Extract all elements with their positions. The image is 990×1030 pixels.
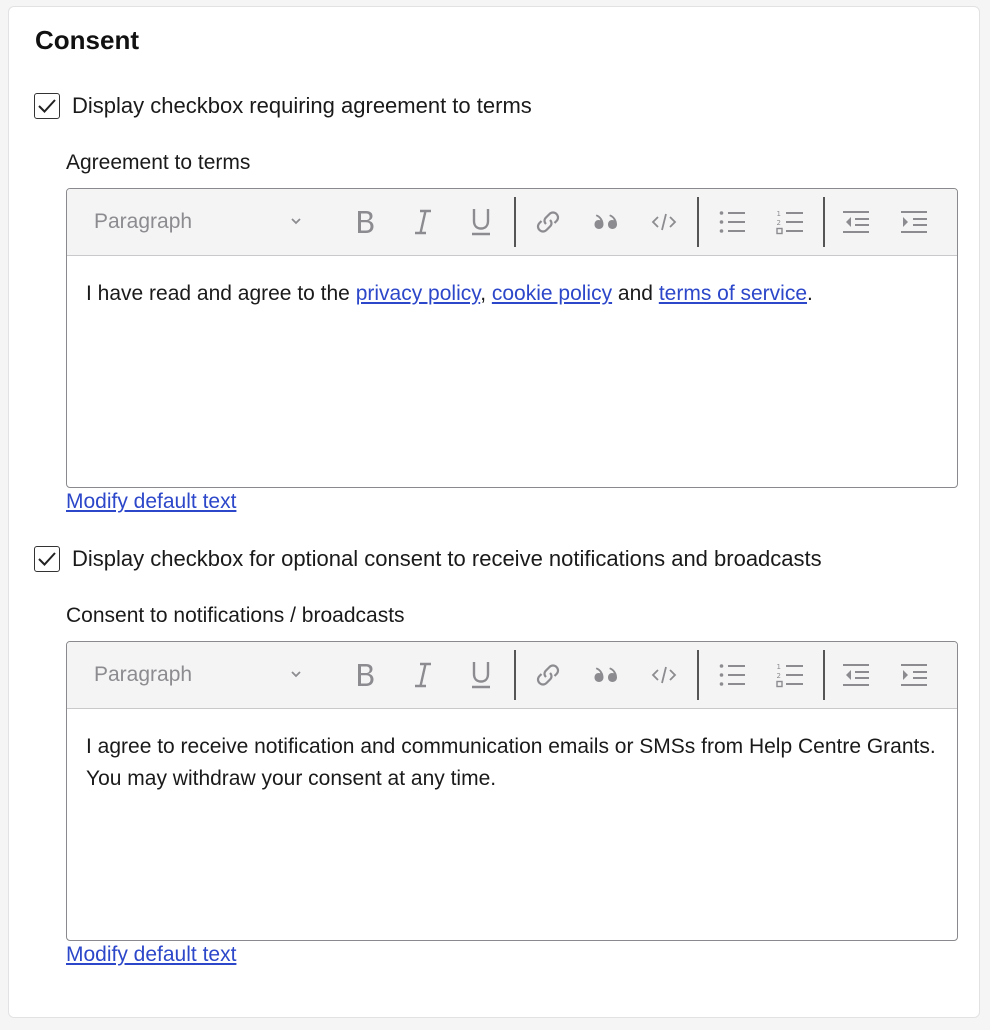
outdent-button[interactable] xyxy=(835,201,877,243)
underline-icon xyxy=(469,660,493,690)
italic-button[interactable] xyxy=(402,201,444,243)
consent-card xyxy=(8,6,980,1018)
terms-text-prefix: I have read and agree to the xyxy=(86,282,356,305)
indent-icon xyxy=(900,209,928,235)
chevron-down-icon xyxy=(289,214,303,228)
notifications-editor-toolbar xyxy=(67,642,957,709)
numbered-list-icon xyxy=(776,662,804,688)
section-title: Consent xyxy=(35,25,139,55)
outdent-icon xyxy=(842,209,870,235)
terms-text-sep: , xyxy=(480,282,492,305)
outdent-icon xyxy=(842,662,870,688)
numbered-list-button[interactable] xyxy=(769,201,811,243)
blockquote-icon xyxy=(592,663,620,687)
terms-editor-toolbar xyxy=(67,189,957,256)
cookie-policy-link[interactable]: cookie policy xyxy=(491,282,613,305)
paragraph-format-select[interactable] xyxy=(79,202,309,242)
underline-icon xyxy=(469,207,493,237)
terms-checkbox-label: Display checkbox requiring agreement to terms xyxy=(72,93,532,118)
bulleted-list-icon xyxy=(718,209,746,235)
bulleted-list-button[interactable] xyxy=(711,654,753,696)
notifications-modify-default-text-link[interactable]: Modify default text xyxy=(66,943,237,966)
terms-editor[interactable] xyxy=(66,188,958,488)
indent-icon xyxy=(900,662,928,688)
toolbar-separator xyxy=(697,650,699,700)
code-button[interactable] xyxy=(643,654,685,696)
numbered-list-button[interactable] xyxy=(769,654,811,696)
bulleted-list-icon xyxy=(718,662,746,688)
toolbar-separator xyxy=(697,197,699,247)
bold-button[interactable] xyxy=(344,654,386,696)
bold-icon xyxy=(352,661,378,689)
notifications-field-label: Consent to notifications / broadcasts xyxy=(66,604,405,627)
link-icon xyxy=(534,208,562,236)
terms-of-service-link[interactable]: terms of service xyxy=(658,282,808,305)
bold-button[interactable] xyxy=(344,201,386,243)
link-button[interactable] xyxy=(527,201,569,243)
terms-checkbox-row[interactable] xyxy=(34,93,532,119)
code-button[interactable] xyxy=(643,201,685,243)
checkmark-icon xyxy=(37,551,57,567)
svg-text:2: 2 xyxy=(776,219,781,227)
indent-button[interactable] xyxy=(893,654,935,696)
blockquote-button[interactable] xyxy=(585,201,627,243)
toolbar-separator xyxy=(823,650,825,700)
paragraph-format-label: Paragraph xyxy=(94,663,193,686)
outdent-button[interactable] xyxy=(835,654,877,696)
svg-text:1: 1 xyxy=(776,210,781,218)
svg-text:2: 2 xyxy=(776,672,781,680)
toolbar-separator xyxy=(514,650,516,700)
privacy-policy-link[interactable]: privacy policy xyxy=(355,282,481,305)
toolbar-separator xyxy=(514,197,516,247)
toolbar-separator xyxy=(823,197,825,247)
paragraph-format-select[interactable] xyxy=(79,655,309,695)
notifications-editor-content[interactable]: I agree to receive notification and communication emails or SMSs from Help Centre Grants. You may withdraw your consent at any time. xyxy=(86,735,936,790)
chevron-down-icon xyxy=(289,667,303,681)
checkmark-icon xyxy=(37,98,57,114)
code-icon xyxy=(650,210,678,234)
notifications-checkbox-label: Display checkbox for optional consent to receive notifications and broadcasts xyxy=(72,546,822,571)
notifications-checkbox[interactable] xyxy=(34,546,60,572)
svg-text:1: 1 xyxy=(776,663,781,671)
link-button[interactable] xyxy=(527,654,569,696)
terms-modify-default-text-link[interactable]: Modify default text xyxy=(66,490,237,513)
bold-icon xyxy=(352,208,378,236)
notifications-checkbox-row[interactable] xyxy=(34,546,822,572)
link-icon xyxy=(534,661,562,689)
terms-field-label: Agreement to terms xyxy=(66,151,251,174)
terms-text-sep: and xyxy=(612,282,659,305)
underline-button[interactable] xyxy=(460,654,502,696)
italic-button[interactable] xyxy=(402,654,444,696)
indent-button[interactable] xyxy=(893,201,935,243)
notifications-editor[interactable] xyxy=(66,641,958,941)
terms-text-suffix: . xyxy=(807,282,813,305)
blockquote-icon xyxy=(592,210,620,234)
underline-button[interactable] xyxy=(460,201,502,243)
code-icon xyxy=(650,663,678,687)
terms-checkbox[interactable] xyxy=(34,93,60,119)
terms-editor-content[interactable] xyxy=(67,256,957,310)
italic-icon xyxy=(412,661,434,689)
paragraph-format-label: Paragraph xyxy=(94,210,193,233)
italic-icon xyxy=(412,208,434,236)
bulleted-list-button[interactable] xyxy=(711,201,753,243)
numbered-list-icon xyxy=(776,209,804,235)
blockquote-button[interactable] xyxy=(585,654,627,696)
